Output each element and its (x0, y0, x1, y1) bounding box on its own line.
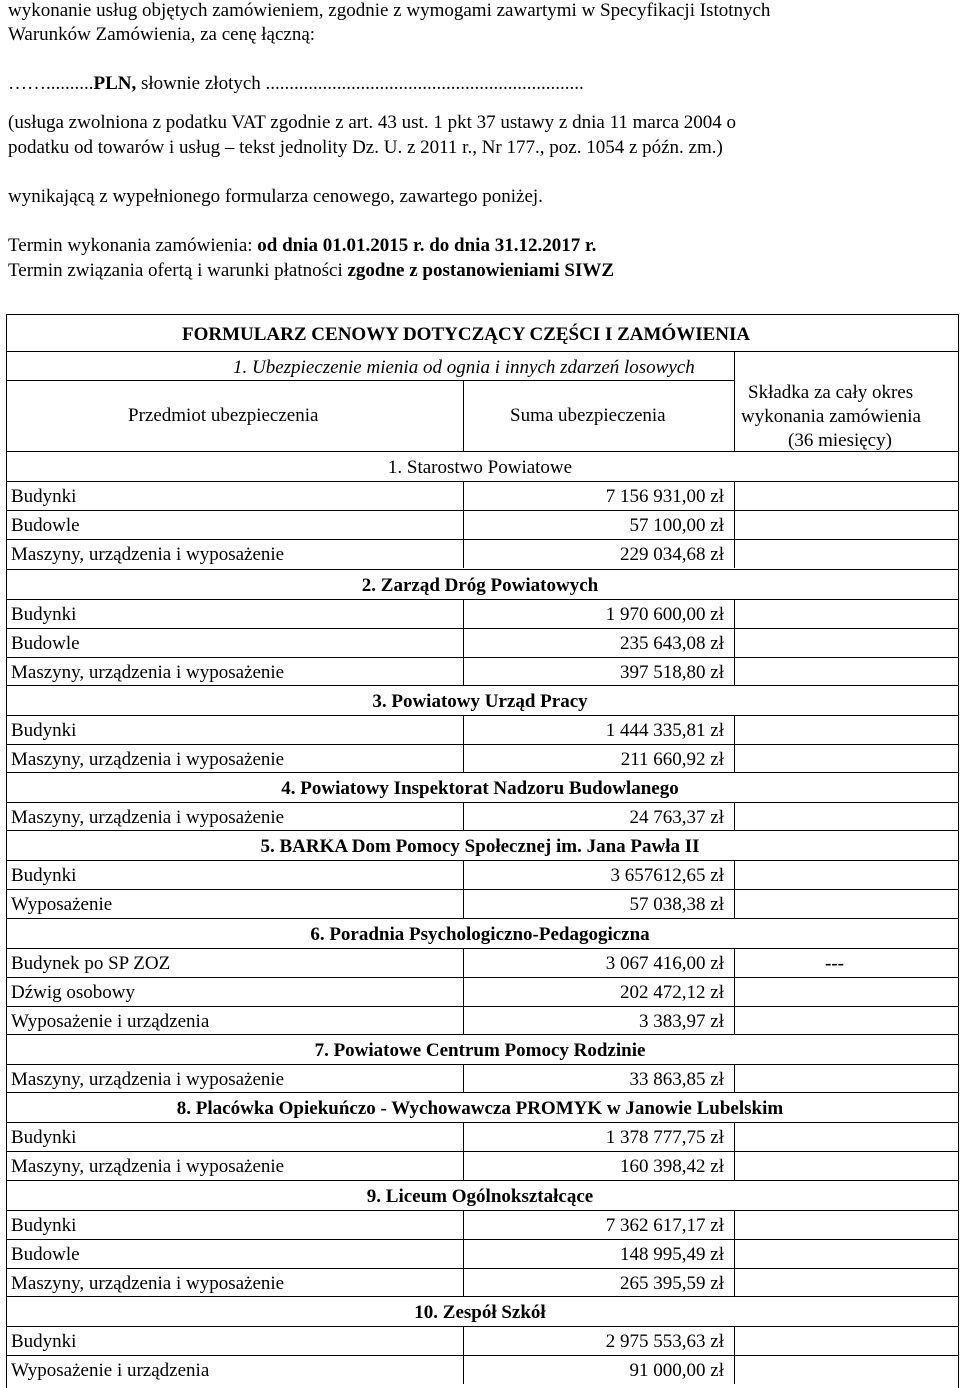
divider (6, 1355, 959, 1356)
divider (463, 380, 464, 451)
divider (734, 1326, 735, 1355)
item-name: Budowle (11, 1244, 80, 1265)
form-title: FORMULARZ CENOWY DOTYCZĄCY CZĘŚCI I ZAMÓWIENIA (182, 324, 751, 345)
price-dots: …….......... (8, 73, 94, 94)
intro-line-price (8, 73, 584, 95)
divider (734, 948, 735, 977)
divider (6, 351, 959, 352)
item-name: Wyposażenie i urządzenia (11, 1360, 210, 1381)
divider (6, 802, 959, 803)
divider (6, 569, 959, 570)
intro-line-4: (usługa zwolniona z podatku VAT zgodnie z art. 43 ust. 1 pkt 37 ustawy z dnia 11 marca 2004 o (8, 112, 737, 133)
divider (463, 1268, 464, 1297)
column-header-premium-2: wykonania zamówienia (741, 406, 921, 427)
divider (6, 715, 959, 716)
price-currency: PLN, (93, 73, 137, 94)
term-binding-value: zgodne z postanowieniami SIWZ (342, 260, 615, 281)
sum-insured: 229 034,68 zł (620, 544, 724, 565)
divider (6, 1064, 959, 1065)
divider (6, 1122, 959, 1123)
item-name: Maszyny, urządzenia i wyposażenie (11, 1069, 285, 1090)
sum-insured: 33 863,85 zł (629, 1069, 724, 1090)
column-header-premium-1: Składka za cały okres (748, 382, 914, 403)
column-header-premium-3: (36 miesięcy) (788, 430, 892, 451)
sum-insured: 3 067 416,00 zł (605, 953, 724, 974)
divider (463, 1239, 464, 1268)
divider (734, 481, 735, 510)
divider (6, 889, 959, 890)
intro-line-5: podatku od towarów i usług – tekst jednolity Dz. U. z 2011 r., Nr 177., poz. 1054 z późn. zm.) (8, 137, 723, 158)
sum-insured: 24 763,37 zł (629, 807, 724, 828)
divider (734, 977, 735, 1006)
section-title: 9. Liceum Ogólnokształcące (366, 1186, 594, 1207)
item-name: Dźwig osobowy (11, 982, 136, 1003)
divider (6, 539, 959, 540)
column-header-subject: Przedmiot ubezpieczenia (128, 405, 319, 426)
divider (6, 481, 959, 482)
divider (6, 830, 959, 831)
item-name: Budynki (11, 720, 77, 741)
divider (463, 539, 464, 568)
term-execution-label: Termin wykonania zamówienia: (8, 235, 253, 256)
divider (463, 1064, 464, 1093)
divider (6, 1092, 959, 1093)
divider (6, 657, 959, 658)
price-words: słownie złotych ................................................................... (136, 73, 584, 94)
item-name: Maszyny, urządzenia i wyposażenie (11, 662, 285, 683)
item-name: Budowle (11, 633, 80, 654)
section-title: 3. Powiatowy Urząd Pracy (372, 691, 588, 712)
divider (6, 1239, 959, 1240)
premium-value: --- (825, 953, 844, 974)
intro-line-1: wykonanie usług objętych zamówieniem, zgodnie z wymogami zawartymi w Specyfikacji Istotnych (8, 0, 771, 21)
divider (6, 599, 959, 600)
divider (734, 860, 735, 889)
term-execution (8, 235, 596, 257)
divider (463, 510, 464, 539)
divider (463, 802, 464, 831)
item-name: Wyposażenie (11, 894, 113, 915)
divider (463, 628, 464, 657)
sum-insured: 265 395,59 zł (620, 1273, 724, 1294)
divider (463, 657, 464, 686)
item-name: Budynki (11, 486, 77, 507)
section-title: 8. Placówka Opiekuńczo - Wychowawcza PROMYK w Janowie Lubelskim (176, 1098, 784, 1119)
divider (463, 948, 464, 977)
divider (463, 1151, 464, 1180)
item-name: Budynek po SP ZOZ (11, 953, 171, 974)
item-name: Maszyny, urządzenia i wyposażenie (11, 749, 285, 770)
sum-insured: 235 643,08 zł (620, 633, 724, 654)
divider (734, 715, 735, 744)
sum-insured: 7 362 617,17 zł (605, 1215, 724, 1236)
item-name: Budynki (11, 1331, 77, 1352)
divider (463, 1122, 464, 1151)
divider (734, 510, 735, 539)
section-title: 7. Powiatowe Centrum Pomocy Rodzinie (314, 1040, 646, 1061)
divider (734, 657, 735, 686)
divider (734, 1006, 735, 1035)
divider (463, 744, 464, 773)
divider (6, 744, 959, 745)
term-binding (8, 260, 614, 282)
divider (463, 977, 464, 1006)
divider (463, 889, 464, 918)
divider (734, 1064, 735, 1093)
divider (463, 599, 464, 628)
divider (6, 628, 959, 629)
sum-insured: 160 398,42 zł (620, 1156, 724, 1177)
divider (6, 1210, 959, 1211)
item-name: Budynki (11, 1215, 77, 1236)
divider (6, 1326, 959, 1327)
divider (6, 1034, 959, 1035)
item-name: Maszyny, urządzenia i wyposażenie (11, 1156, 285, 1177)
divider (6, 1268, 959, 1269)
divider (734, 539, 735, 568)
divider (6, 772, 959, 773)
divider (463, 1006, 464, 1035)
item-name: Budynki (11, 604, 77, 625)
divider (6, 1006, 959, 1007)
divider (734, 744, 735, 773)
divider (734, 889, 735, 918)
divider (6, 685, 959, 686)
item-name: Budowle (11, 515, 80, 536)
sum-insured: 3 657612,65 zł (610, 865, 724, 886)
sum-insured: 202 472,12 zł (620, 982, 724, 1003)
divider (463, 715, 464, 744)
item-name: Maszyny, urządzenia i wyposażenie (11, 1273, 285, 1294)
item-name: Wyposażenie i urządzenia (11, 1011, 210, 1032)
column-header-sum: Suma ubezpieczenia (510, 405, 666, 426)
divider (734, 1210, 735, 1239)
item-name: Maszyny, urządzenia i wyposażenie (11, 807, 285, 828)
item-name: Budynki (11, 865, 77, 886)
divider (463, 1355, 464, 1384)
sum-insured: 3 383,97 zł (639, 1011, 724, 1032)
divider (734, 1239, 735, 1268)
divider (6, 1180, 959, 1181)
section-title: 5. BARKA Dom Pomocy Społecznej im. Jana Pawła II (260, 836, 700, 857)
divider (6, 860, 959, 861)
sum-insured: 7 156 931,00 zł (605, 486, 724, 507)
divider (6, 1296, 959, 1297)
sum-insured: 148 995,49 zł (620, 1244, 724, 1265)
sum-insured: 57 038,38 zł (629, 894, 724, 915)
section-title: 10. Zespół Szkół (414, 1302, 546, 1323)
sum-insured: 2 975 553,63 zł (605, 1331, 724, 1352)
divider (6, 948, 959, 949)
sum-insured: 1 444 335,81 zł (605, 720, 724, 741)
divider (734, 599, 735, 628)
term-binding-label: Termin związania ofertą i warunki płatności (8, 260, 343, 281)
divider (6, 977, 959, 978)
divider (734, 628, 735, 657)
section-title: 6. Poradnia Psychologiczno-Pedagogiczna (310, 924, 650, 945)
term-execution-value: od dnia 01.01.2015 r. do dnia 31.12.2017 r. (252, 235, 597, 256)
divider (463, 481, 464, 510)
divider (6, 1151, 959, 1152)
sum-insured: 57 100,00 zł (629, 515, 724, 536)
divider (6, 451, 959, 452)
divider (463, 1326, 464, 1355)
section-title: 1. Starostwo Powiatowe (387, 457, 573, 478)
divider (734, 1151, 735, 1180)
divider (734, 1355, 735, 1384)
divider (734, 351, 735, 451)
divider (463, 860, 464, 889)
divider (6, 918, 959, 919)
divider (734, 1122, 735, 1151)
divider (734, 1268, 735, 1297)
sum-insured: 1 378 777,75 zł (605, 1127, 724, 1148)
divider (734, 802, 735, 831)
section-title: 2. Zarząd Dróg Powiatowych (361, 575, 599, 596)
section-title: 4. Powiatowy Inspektorat Nadzoru Budowlanego (281, 778, 679, 799)
item-name: Budynki (11, 1127, 77, 1148)
divider (6, 510, 959, 511)
sum-insured: 91 000,00 zł (629, 1360, 724, 1381)
item-name: Maszyny, urządzenia i wyposażenie (11, 544, 285, 565)
form-subtitle: 1. Ubezpieczenie mienia od ognia i innych zdarzeń losowych (233, 357, 695, 378)
divider (463, 1210, 464, 1239)
intro-line-6: wynikającą z wypełnionego formularza cenowego, zawartego poniżej. (8, 186, 543, 207)
sum-insured: 1 970 600,00 zł (605, 604, 724, 625)
sum-insured: 211 660,92 zł (620, 749, 724, 770)
sum-insured: 397 518,80 zł (620, 662, 724, 683)
intro-line-2: Warunków Zamówienia, za cenę łączną: (8, 24, 316, 45)
divider (6, 380, 734, 381)
